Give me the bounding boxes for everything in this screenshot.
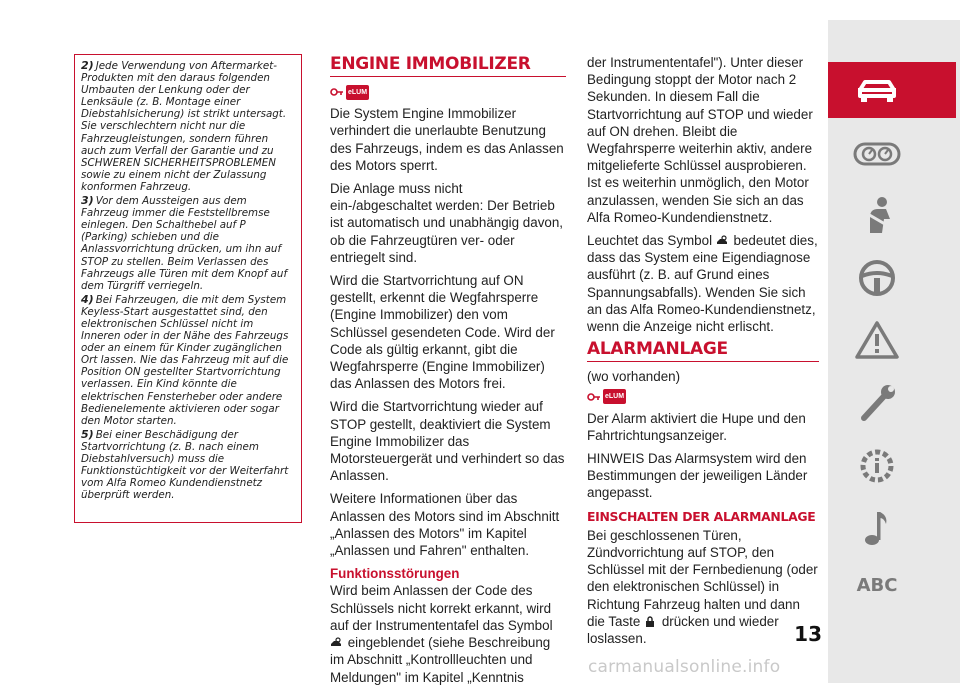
paragraph: Der Alarm aktiviert die Hupe und den Fahrtrichtungsanzeiger. [587, 410, 806, 443]
paragraph: Die System Engine Immobilizer verhindert die unerlaubte Benutzung des Fahrzeugs, indem es das Anlassen des Motors sperrt. [330, 106, 564, 173]
elum-badge [330, 83, 369, 101]
warning-triangle-icon[interactable] [852, 320, 902, 360]
watermark: carmanualsonline.info [588, 657, 781, 677]
paragraph: Leuchtet das Symbol bedeutet dies, dass das System eine Eigendiagnose ausführt (z. B. auf Grund eines Spannungsabfalls). Wenden Sie sich an das Alfa Romeo-Kundendienstnetz, wenn die Anzeige nicht erlischt. [587, 233, 818, 335]
immobilizer-warning-icon [330, 637, 342, 648]
section-heading-engine-immobilizer: ENGINE IMMOBILIZER [330, 56, 566, 77]
gear-info-icon[interactable] [852, 446, 902, 486]
availability-note: (wo vorhanden) [587, 369, 681, 385]
elum-label: eLUM [346, 85, 369, 100]
steering-wheel-icon[interactable] [852, 258, 902, 298]
warning-notes-box [74, 54, 302, 523]
paragraph: Wird die Startvorrichtung auf ON gestellt, erkennt die Wegfahrsperre (Engine Immobilizer) den vom Schlüssel gesendeten Code. Wird der Code als gültig erkannt, gibt die Wegfahrsperre (Engine Immobilizer) das Anlassen des Motors frei. [330, 273, 555, 392]
paragraph: Weitere Informationen über das Anlassen des Motors sind im Abschnitt „Anlassen des Motors" im Kapitel „Anlassen und Fahren" enthalten. [330, 491, 560, 559]
key-icon [587, 392, 601, 402]
note-5: 5) Bei einer Beschädigung der Startvorrichtung (z. B. nach einem Diebstahlversuch) muss die Funktionstüchtigkeit vor der Weiterfahrt vom Alfa Romeo Kundendienstnetz überprüft werden. [81, 427, 289, 502]
column-alarm [587, 54, 819, 653]
music-note-icon[interactable] [852, 508, 902, 548]
note-3: 3) Vor dem Aussteigen aus dem Fahrzeug immer die Feststellbremse einlegen. Den Schalthebel auf P (Parking) schieben und die Anlassvorrichtung drücken, um ihn auf STOP zu stellen. Beim Verlassen des Fahrzeugs alle Türen mit dem Knopf auf dem Türgriff verriegeln. [81, 194, 288, 292]
paragraph: Bei geschlossenen Türen, Zündvorrichtung auf STOP, den Schlüssel mit der Fernbedienung (oder den elektronischen Schlüssel) in Richtung Fahrzeug halten und dann die Taste drücken und wieder loslassen. [587, 527, 818, 647]
paragraph: Wird die Startvorrichtung wieder auf STOP gestellt, deaktiviert die System Engine Immobilizer das Motorsteuergerät und verhindert so das Anlassen. [330, 399, 565, 484]
subheading-einschalten-der-alarmanlage: EINSCHALTEN DER ALARMANLAGE [587, 508, 816, 524]
page-number: 13 [794, 622, 822, 646]
elum-label: eLUM [603, 389, 626, 404]
note-4: 4) Bei Fahrzeugen, die mit dem System Keyless-Start ausgestattet sind, den elektronischen Schlüssel nicht im Inneren oder in der Nähe des Fahrzeugs oder an einem für Kinder zugänglichen Ort lassen. Nie das Fahrzeug mit auf die Position ON gestellter Startvorrichtung verlassen. Ein Kind könnte die elektrischen Fensterheber oder andere Bedienelemente aktivieren oder sogar den Motor starten. [81, 292, 289, 427]
car-icon[interactable] [852, 70, 902, 110]
paragraph: HINWEIS Das Alarmsystem wird den Bestimmungen der jeweiligen Länder angepasst. [587, 451, 808, 501]
note-2: 2) Jede Verwendung von Aftermarket-Produkten mit den daraus folgenden Umbauten der Lenkung oder der Lenksäule (z. B. Montage einer Diebstahlsicherung) ist strikt untersagt. Sie verschlechtern nicht nur die Fahrzeugleistungen, sondern führen auch zum Verfall der Garantie und zu SCHWEREN SICHERHEITSPROBLEMEN sowie zu einem nicht der Zulassung konformen Fahrzeug. [81, 59, 287, 193]
index-abc-label[interactable]: ABC [856, 575, 898, 596]
paragraph: der Instrumententafel"). Unter dieser Bedingung stoppt der Motor nach 2 Sekunden. In diesem Fall die Startvorrichtung auf STOP und wieder auf ON drehen. Bleibt die Wegfahrsperre weiterhin aktiv, andere mitgelieferte Schlüssel ausprobieren. Ist es weiterhin unmöglich, den Motor anzulassen, wenden Sie sich an das Alfa Romeo-Kundendienstnetz. [587, 55, 813, 225]
lock-icon [644, 616, 656, 627]
dashboard-gauges-icon[interactable] [852, 134, 902, 174]
section-heading-alarmanlage: ALARMANLAGE [587, 341, 819, 362]
immobilizer-warning-icon [716, 235, 728, 246]
paragraph: Wird beim Anlassen der Code des Schlüssels nicht korrekt erkannt, wird auf der Instrumententafel das Symbol eingeblendet (siehe Beschreibung im Abschnitt „Kontrollleuchten und Meldungen" im Kapitel „Kenntnis [330, 583, 553, 685]
wrench-icon[interactable] [852, 384, 902, 424]
paragraph: Die Anlage muss nicht ein-/abgeschaltet werden: Der Betrieb ist automatisch und unabhängig davon, ob die Fahrzeugtüren ver- oder entriegelt sind. [330, 181, 564, 265]
column-engine-immobilizer [330, 56, 566, 692]
seat-belt-person-icon[interactable] [852, 195, 902, 235]
subheading-funktionsstoerungen: Funktionsstörungen [330, 566, 460, 582]
elum-badge [587, 388, 626, 406]
key-icon [330, 87, 344, 97]
